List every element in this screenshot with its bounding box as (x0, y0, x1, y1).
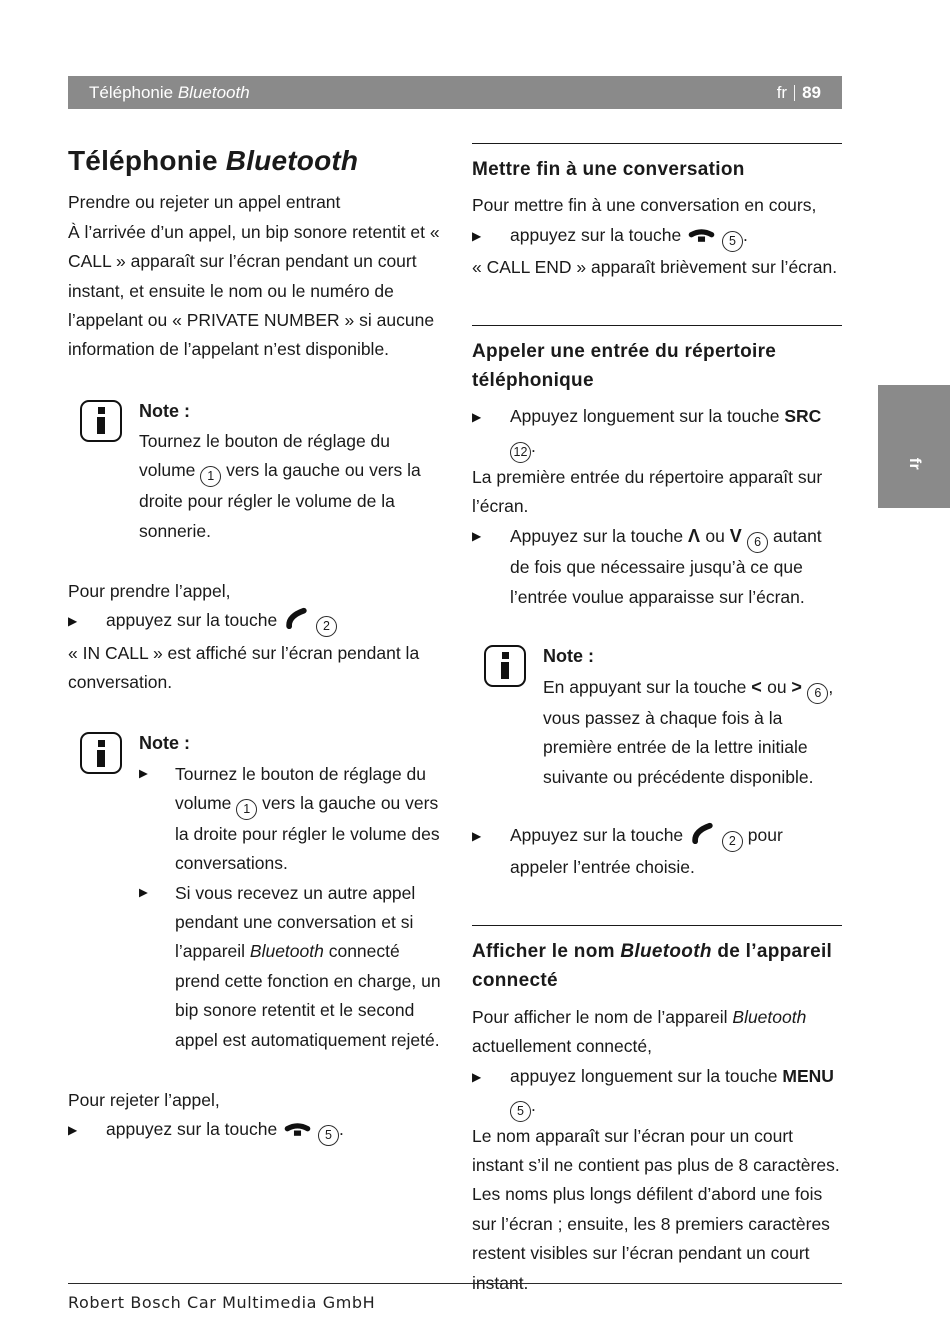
text-run: appuyez sur la touche (106, 1119, 283, 1140)
text-run: Bluetooth (249, 941, 324, 962)
note-content (139, 728, 443, 1055)
text-run: appuyez sur la touche (510, 224, 687, 245)
circled-number: 2 (316, 616, 337, 637)
text-run: Appuyez sur la touche (510, 825, 689, 846)
section-end-call (472, 143, 842, 283)
info-icon-stem (97, 417, 105, 434)
bullet-text (510, 221, 842, 253)
instruction-bullet (472, 521, 842, 612)
circled-number: 6 (807, 683, 828, 704)
text-run: Tournez le bouton de réglage du volume (175, 763, 427, 814)
triangle-right-icon (472, 402, 510, 427)
triangle-right-icon (472, 221, 510, 246)
bullet-text (106, 606, 443, 638)
text-run: ou (762, 677, 792, 698)
page-title (68, 143, 443, 179)
header-page-info (777, 83, 821, 103)
text-run: . (742, 224, 748, 245)
instruction-bullet (472, 402, 842, 462)
info-icon (484, 645, 526, 687)
text-run: Téléphonie (68, 145, 226, 176)
content-columns (68, 143, 842, 1340)
circled-number: 1 (200, 466, 221, 487)
info-icon (80, 732, 122, 774)
phone-accept-icon (284, 607, 309, 638)
instruction-bullet (68, 606, 443, 638)
text-run: MENU (782, 1065, 834, 1086)
paragraph: « IN CALL » est affiché sur l’écran pendant la conversation. (68, 642, 420, 693)
page-footer (68, 1283, 842, 1312)
paragraph: Pour prendre l’appel, (68, 580, 231, 601)
info-icon-dot (98, 740, 105, 747)
info-icon (80, 400, 122, 442)
paragraph: Le nom apparaît sur l’écran pour un court instant s’il ne contient pas plus de 8 caractères. Les noms plus longs défilent d’abord une fois sur l’écran ; ensuite, les 8 premiers caractères restent visibles sur l’écran pendant un court instant. (472, 1125, 840, 1293)
triangle-right-icon (139, 760, 175, 784)
paragraph: Pour rejeter l’appel, (68, 1089, 220, 1110)
text-run: SRC (784, 406, 822, 427)
note-content (139, 396, 443, 546)
text-run: Tournez le bouton de réglage du volume (139, 430, 391, 481)
text-run: Si vous recevez un autre appel pendant une conversation et si l’appareil (175, 882, 416, 962)
paragraph (472, 1003, 842, 1062)
note-text (139, 427, 443, 546)
note-box (80, 728, 443, 1055)
text-run: actuellement connecté, (472, 1036, 652, 1057)
text-run: connecté prend cette fonction en charge, un bip sonore retentit et le second appel est automatiquement rejeté. (175, 941, 441, 1050)
instruction-bullet (68, 1115, 443, 1147)
text-run: Appuyez sur la touche (510, 526, 689, 547)
circled-number: 1 (236, 799, 257, 820)
text-run: Bluetooth (225, 145, 359, 176)
circled-number: 12 (510, 442, 531, 463)
text-run: vers la gauche ou vers la droite pour régler le volume de la sonnerie. (139, 460, 421, 541)
paragraph: Pour mettre fin à une conversation en cours, (472, 195, 817, 216)
paragraph: Prendre ou rejeter un appel entrant (68, 192, 341, 213)
triangle-right-icon (139, 879, 175, 903)
text-run: pour appeler l’entrée choisie. (510, 825, 783, 878)
section-heading: Mettre fin à une conversation (472, 159, 745, 180)
triangle-right-icon (68, 606, 106, 631)
key-symbol: V (729, 526, 743, 547)
text-run: Bluetooth (620, 940, 712, 962)
header-separator (794, 85, 795, 101)
text-run: Appuyez longuement sur la touche (510, 406, 785, 427)
note-label: Note : (543, 645, 594, 666)
note-label: Note : (139, 733, 190, 754)
circled-number: 5 (722, 231, 743, 252)
bullet-text (510, 1062, 842, 1122)
text-run: autant de fois que nécessaire jusqu’à ce que l’entrée voulue apparaisse sur l’écran. (510, 526, 822, 607)
company-name: Robert Bosch Car Multimedia GmbH (68, 1293, 376, 1312)
phone-accept-icon (690, 822, 715, 853)
note-box (484, 641, 842, 792)
note-box (80, 396, 443, 546)
info-icon-dot (98, 407, 105, 414)
phone-hangup-icon (284, 1118, 311, 1147)
phone-hangup-icon (688, 224, 715, 253)
text-run: appuyez sur la touche (106, 610, 283, 631)
bullet-text (510, 521, 842, 612)
circled-number: 5 (318, 1125, 339, 1146)
language-tab-label: fr (906, 457, 923, 471)
bullet-text (175, 879, 443, 1055)
language-tab (878, 385, 950, 508)
text-run: . (531, 435, 536, 456)
text-run: appuyez longuement sur la touche (510, 1065, 783, 1086)
paragraph: La première entrée du répertoire apparaît sur l’écran. (472, 466, 823, 517)
page-header-bar (68, 76, 842, 109)
section-heading: Appeler une entrée du répertoire téléphonique (472, 340, 777, 392)
text-run: . (531, 1094, 536, 1115)
circled-number: 2 (722, 831, 743, 852)
triangle-right-icon (472, 1062, 510, 1087)
note-label: Note : (139, 400, 190, 421)
note-sub-bullet (139, 760, 443, 879)
triangle-right-icon (68, 1115, 106, 1140)
text-run: ou (700, 526, 730, 547)
bullet-text (510, 402, 842, 462)
info-icon-stem (501, 662, 509, 679)
header-section-title (89, 83, 250, 103)
info-icon-dot (502, 652, 509, 659)
triangle-right-icon (472, 821, 510, 846)
instruction-bullet (472, 821, 842, 883)
text-run: Téléphonie (89, 82, 178, 102)
text-run: En appuyant sur la touche (543, 677, 752, 698)
triangle-right-icon (472, 521, 510, 546)
section-phonebook-call (472, 325, 842, 883)
instruction-bullet (472, 221, 842, 253)
paragraph: À l’arrivée d’un appel, un bip sonore retentit et « CALL » apparaît sur l’écran pendant un court instant, et ensuite le nom ou le numéro de l’appelant ou « PRIVATE NUMBER » si aucune information de l’appelant n’est disponible. (68, 221, 440, 360)
header-language: fr (776, 82, 788, 102)
key-symbol: Λ (688, 526, 701, 547)
note-content (543, 641, 842, 792)
info-icon-stem (97, 750, 105, 767)
key-symbol: < (751, 677, 763, 698)
text-run: Pour afficher le nom de l’appareil (472, 1006, 733, 1027)
text-run: Bluetooth (177, 82, 250, 102)
text-run: . (338, 1119, 344, 1140)
instruction-bullet (472, 1062, 842, 1122)
note-text (543, 672, 842, 792)
circled-number: 5 (510, 1101, 531, 1122)
text-run: vers la gauche ou vers la droite pour régler le volume des conversations. (175, 793, 440, 874)
paragraph: « CALL END » apparaît brièvement sur l’écran. (472, 257, 838, 278)
page-number: 89 (802, 82, 821, 102)
text-run: de l’appareil connecté (472, 940, 833, 992)
bullet-text (510, 821, 842, 883)
right-column (472, 143, 842, 1340)
text-run: Bluetooth (732, 1006, 807, 1027)
note-sub-bullet (139, 879, 443, 1055)
bullet-text (175, 760, 443, 879)
left-column (68, 143, 443, 1340)
key-symbol: > (791, 677, 803, 698)
bullet-text (106, 1115, 443, 1147)
text-run: Afficher le nom (472, 940, 621, 962)
circled-number: 6 (747, 532, 768, 553)
section-heading (472, 937, 842, 996)
text-run: , vous passez à chaque fois à la première entrée de la lettre initiale suivante ou précédente disponible. (543, 677, 834, 787)
section-show-bluetooth-name (472, 925, 842, 1298)
